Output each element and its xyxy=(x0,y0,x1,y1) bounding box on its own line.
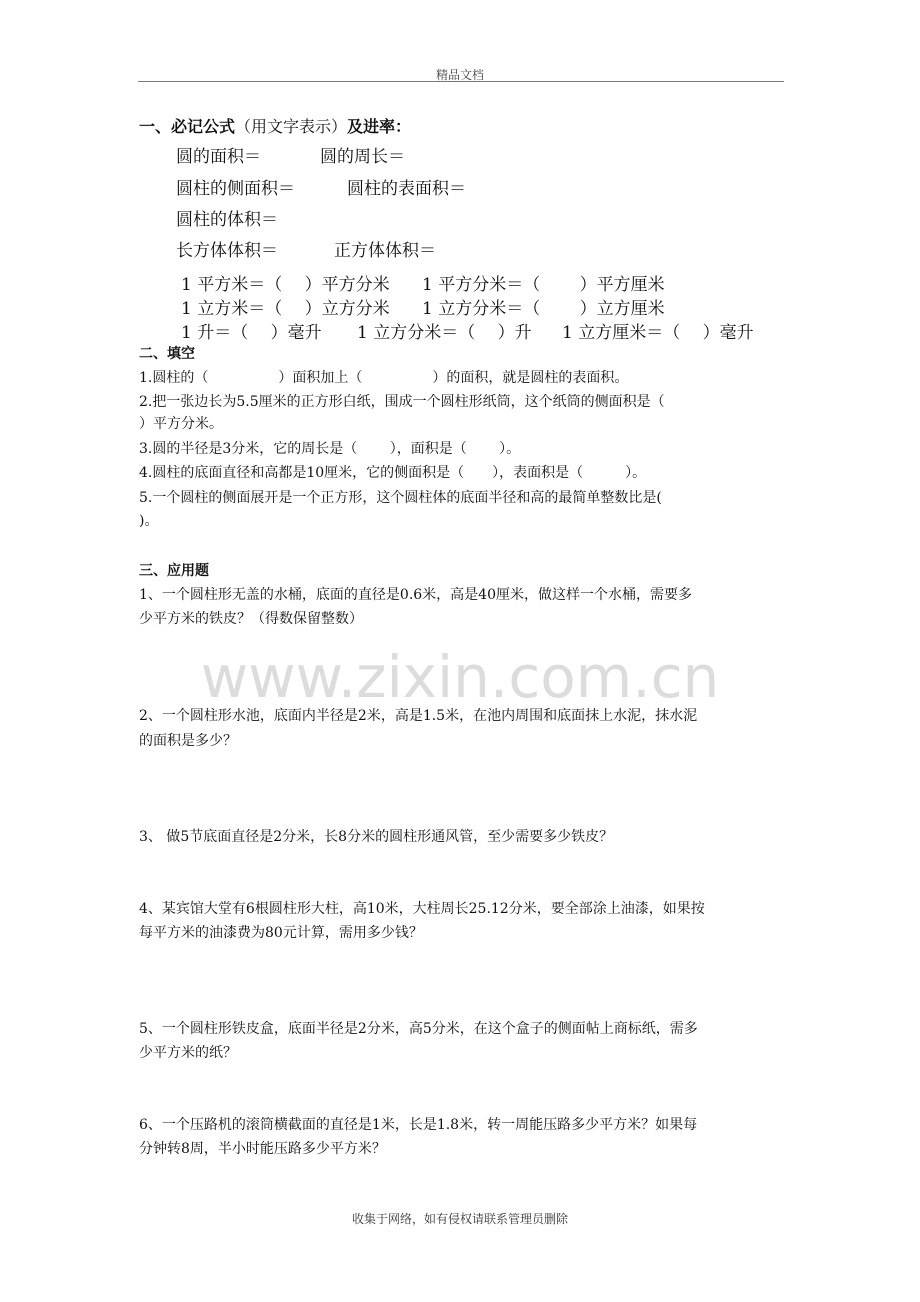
section1-title-c: 及进率： xyxy=(347,117,412,136)
page-footer: 收集于网络，如有侵权请联系管理员删除 xyxy=(351,1212,568,1226)
fill-blank-line-4: 4.圆柱的底面直径和高都是10厘米，它的侧面积是（ ），表面积是（ ）。 xyxy=(139,465,647,481)
section3-title: 三、应用题 xyxy=(139,563,209,579)
problem-2-line-2: 的面积是多少？ xyxy=(139,733,237,749)
fill-blank-line-1: 1.圆柱的（ ）面积加上（ ）的面积，就是圆柱的表面积。 xyxy=(139,370,629,386)
fill-blank-line-5: 5.一个圆柱的侧面展开是一个正方形，这个圆柱体的底面半径和高的最简单整数比是( xyxy=(139,490,662,506)
fill-blank-line-5-cont: )。 xyxy=(139,513,159,529)
fill-blank-line-2-cont: ）平方分米。 xyxy=(139,416,223,432)
formula-circle-area: 圆的面积＝ xyxy=(176,147,261,167)
fill-blank-line-2: 2.把一张边长为5.5厘米的正方形白纸，围成一个圆柱形纸筒，这个纸筒的侧面积是（ xyxy=(139,394,665,410)
formula-cuboid-volume: 长方体体积＝ xyxy=(176,241,278,261)
header-rule xyxy=(138,81,784,82)
problem-1-line-2: 少平方米的铁皮？（得数保留整数） xyxy=(139,611,363,627)
problem-5-line-1: 5、一个圆柱形铁皮盒，底面半径是2分米，高5分米，在这个盒子的侧面帖上商标纸，需多 xyxy=(139,1021,698,1037)
formula-cylinder-volume: 圆柱的体积＝ xyxy=(176,210,278,230)
problem-6-line-1: 6、一个压路机的滚筒横截面的直径是1米，长是1.8米，转一周能压路多少平方米？如果每 xyxy=(139,1117,698,1133)
section1-title-a: 一、必记公式 xyxy=(139,117,236,136)
problem-3-line-1: 3、 做5节底面直径是2分米，长8分米的圆柱形通风管，至少需要多少铁皮？ xyxy=(139,829,614,845)
problem-4-line-2: 每平方米的油漆费为80元计算，需用多少钱？ xyxy=(139,925,423,941)
unit-conversion-2: 1 平方分米＝（ ）平方厘米 xyxy=(422,275,665,295)
section1-title-b: （用文字表示） xyxy=(235,117,348,136)
unit-conversion-4: 1 立方分米＝（ ）立方厘米 xyxy=(422,299,665,319)
problem-2-line-1: 2、一个圆柱形水池，底面内半径是2米，高是1.5米，在池内周围和底面抹上水泥，抹水泥 xyxy=(139,708,698,724)
section1-title xyxy=(139,114,411,137)
fill-blank-line-3: 3.圆的半径是3分米，它的周长是（ ），面积是（ ）。 xyxy=(139,441,521,457)
page-header: 精品文档 xyxy=(435,68,484,82)
watermark: www.zixin.com.cn xyxy=(200,643,720,711)
problem-6-line-2: 分钟转8周，半小时能压路多少平方米？ xyxy=(139,1141,386,1157)
formula-cylinder-surface: 圆柱的表面积＝ xyxy=(347,179,466,199)
unit-conversion-3: 1 立方米＝（ ）立方分米 xyxy=(181,299,390,319)
unit-conversion-7: 1 立方厘米＝（ ）毫升 xyxy=(562,323,754,343)
formula-circle-circumference: 圆的周长＝ xyxy=(320,147,405,167)
problem-4-line-1: 4、某宾馆大堂有6根圆柱形大柱，高10米，大柱周长25.12分米，要全部涂上油漆，如果按 xyxy=(139,901,705,917)
unit-conversion-1: 1 平方米＝（ ）平方分米 xyxy=(181,275,390,295)
formula-cylinder-lateral: 圆柱的侧面积＝ xyxy=(176,179,295,199)
unit-conversion-5: 1 升＝（ ）毫升 xyxy=(181,323,322,343)
unit-conversion-6: 1 立方分米＝（ ）升 xyxy=(357,323,532,343)
section2-title: 二、填空 xyxy=(139,346,195,362)
problem-1-line-1: 1、一个圆柱形无盖的水桶，底面的直径是0.6米，高是40厘米，做这样一个水桶，需要多 xyxy=(139,587,692,603)
formula-cube-volume: 正方体体积＝ xyxy=(334,241,436,261)
problem-5-line-2: 少平方米的纸？ xyxy=(139,1045,237,1061)
